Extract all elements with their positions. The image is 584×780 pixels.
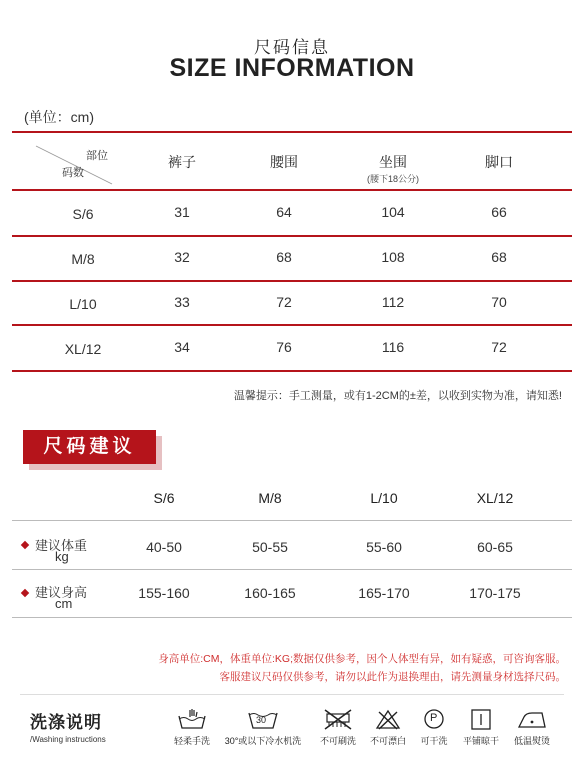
hand-wash-icon [172,708,212,730]
wash-label: 不可刷洗 [319,736,356,746]
rec-cell: 165-170 [358,585,410,601]
rec-col-header: L/10 [370,490,398,506]
low-iron-icon [512,708,552,730]
rec-row-label: 建议身高 [35,585,88,600]
table-cell: 68 [276,249,292,265]
bullet-diamond-icon [21,589,29,597]
rec-row-divider [12,520,572,521]
wash-label: 低温熨烫 [513,736,550,746]
unit-label: (单位：cm) [24,109,94,125]
size-advice-banner: 尺码建议 [23,430,156,464]
dry-clean-icon [414,708,454,730]
rec-col-header: M/8 [258,490,282,506]
col-header-hip-sub: (腰下18公分) [366,174,419,184]
corner-top-label: 部位 [86,150,108,162]
disclaimer-line-2: 客服建议尺码仅供参考，请勿以此作为退换理由，请先测量身材选择尺码。 [219,671,566,683]
wash-temp: 30 [256,715,267,725]
row-size: M/8 [71,251,95,267]
table-cell: 33 [174,294,190,310]
table-cell: 108 [381,249,405,265]
no-bleach-icon [368,708,408,730]
rec-cell: 170-175 [469,585,521,601]
washing-subtitle: /Washing instructions [30,735,106,744]
table-cell: 68 [491,249,507,265]
wash-label: 平铺晾干 [462,736,499,746]
rec-cell: 60-65 [477,539,513,555]
row-divider [12,280,572,282]
table-corner-cell [14,140,124,190]
table-top-border [12,131,572,133]
rec-table-bottom [12,617,572,618]
table-cell: 116 [381,339,405,355]
row-divider [12,324,572,326]
page-title-en: SIZE INFORMATION [169,54,415,82]
bullet-diamond-icon [21,541,29,549]
washing-title: 洗涤说明 [30,713,102,732]
row-divider [12,235,572,237]
table-cell: 112 [381,294,405,310]
flat-dry-icon [461,708,501,730]
rec-row-unit: cm [55,596,73,611]
no-brush-icon [318,708,358,730]
section-divider [20,694,564,695]
row-size: S/6 [72,206,94,222]
col-header-hem: 脚口 [485,154,513,170]
rec-row-divider [12,569,572,570]
corner-bottom-label: 码数 [62,167,84,179]
table-cell: 104 [381,204,405,220]
wash-label: 30°或以下冷水机洗 [224,736,302,746]
col-header-waist: 腰围 [270,154,298,170]
rec-cell: 155-160 [138,585,190,601]
row-size: L/10 [69,296,97,312]
col-header-pants: 裤子 [168,154,196,170]
table-cell: 64 [276,204,292,220]
rec-cell: 160-165 [244,585,296,601]
table-cell: 76 [276,339,292,355]
wash-30-icon [243,708,283,730]
page-title-cn: 尺码信息 [254,38,330,57]
col-header-hip: 坐围 [379,154,407,170]
rec-cell: 40-50 [146,539,182,555]
rec-cell: 55-60 [366,539,402,555]
measurement-note: 温馨提示：手工测量，或有1-2CM的±差，以收到实物为准，请知悉! [233,390,562,402]
rec-row-label: 建议体重 [35,538,88,553]
table-cell: 72 [491,339,507,355]
table-cell: 70 [491,294,507,310]
table-cell: 72 [276,294,292,310]
dry-clean-letter: P [430,712,438,724]
header-bottom-border [12,189,572,191]
wash-label: 不可漂白 [369,736,406,746]
rec-cell: 50-55 [252,539,288,555]
rec-col-header: XL/12 [476,490,514,506]
wash-label: 轻柔手洗 [173,736,210,746]
table-cell: 31 [174,204,190,220]
disclaimer-line-1: 身高单位:CM，体重单位:KG;数据仅供参考，因个人体型有异，如有疑惑，可咨询客服。 [158,653,566,665]
table-cell: 32 [174,249,190,265]
table-cell: 66 [491,204,507,220]
table-bottom-border [12,370,572,372]
table-cell: 34 [174,339,190,355]
row-size: XL/12 [64,341,102,357]
rec-col-header: S/6 [153,490,175,506]
rec-row-unit: kg [55,549,69,564]
wash-label: 可干洗 [420,736,448,746]
